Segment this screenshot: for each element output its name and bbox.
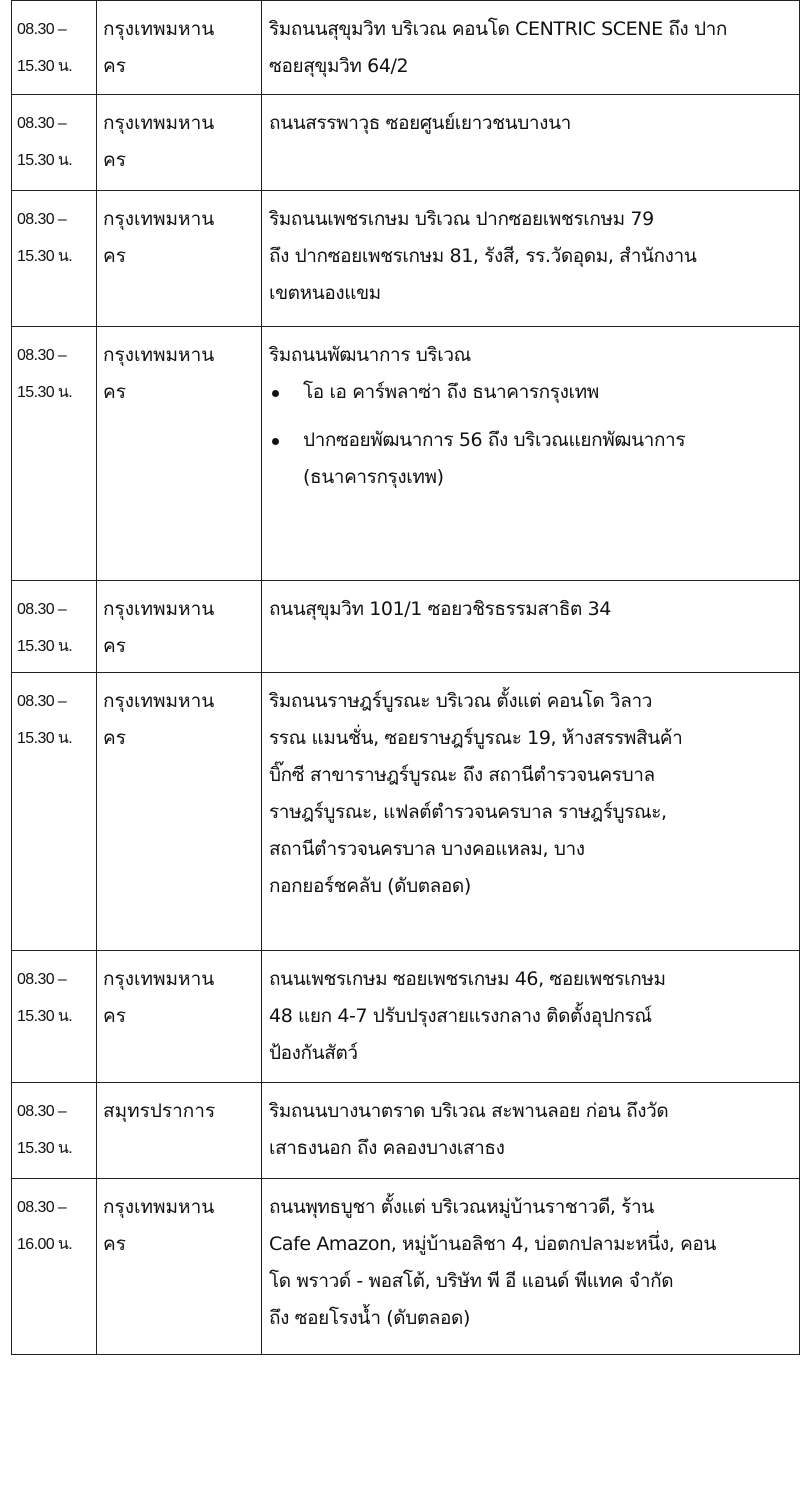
bullet-text: ปากซอยพัฒนาการ 56 ถึง บริเวณแยกพัฒนาการ [303, 429, 686, 451]
area-text: คร [103, 245, 126, 267]
time-text: 08.30 – [17, 211, 67, 228]
area-cell [97, 1, 262, 95]
location-bullet-item [269, 422, 793, 496]
location-text: ถึง ปากซอยเพชรเกษม 81, รังสี, รร.วัดอุดม, สำนักงาน [269, 245, 697, 267]
area-cell [97, 95, 262, 191]
location-text: โด พราวด์ - พอสโต้, บริษัท พี อี แอนด์ พีแทค จำกัด [269, 1270, 674, 1292]
area-text: สมุทรปราการ [103, 1100, 216, 1122]
time-cell [12, 1179, 97, 1355]
location-cell [262, 95, 800, 191]
time-text: 08.30 – [17, 347, 67, 364]
area-text: คร [103, 635, 126, 657]
area-text: คร [103, 381, 126, 403]
table-row [12, 191, 800, 327]
time-cell [12, 191, 97, 327]
location-text: ริมถนนบางนาตราด บริเวณ สะพานลอย ก่อน ถึงวัด [269, 1100, 669, 1122]
area-text: กรุงเทพมหาน [103, 968, 215, 990]
table-row [12, 327, 800, 581]
table-body [12, 1, 800, 1355]
table-row [12, 1179, 800, 1355]
area-text: คร [103, 1233, 126, 1255]
location-text: ถนนสุขุมวิท 101/1 ซอยวชิรธรรมสาธิต 34 [269, 598, 611, 620]
location-text: ริมถนนเพชรเกษม บริเวณ ปากซอยเพชรเกษม 79 [269, 208, 654, 230]
area-text: คร [103, 727, 126, 749]
location-bullet-list [269, 374, 793, 496]
area-text: คร [103, 55, 126, 77]
outage-schedule-table [11, 0, 800, 1355]
area-text: คร [103, 149, 126, 171]
table-row [12, 581, 800, 673]
time-text: 15.30 น. [17, 384, 73, 401]
area-text: กรุงเทพมหาน [103, 208, 215, 230]
time-text: 08.30 – [17, 693, 67, 710]
location-cell [262, 1179, 800, 1355]
table-row [12, 95, 800, 191]
time-cell [12, 1, 97, 95]
table-row [12, 1, 800, 95]
area-cell [97, 581, 262, 673]
area-text: กรุงเทพมหาน [103, 1196, 215, 1218]
area-text: กรุงเทพมหาน [103, 112, 215, 134]
location-text: สถานีตำรวจนครบาล บางคอแหลม, บาง [269, 838, 585, 860]
time-cell [12, 95, 97, 191]
location-text: เขตหนองแขม [269, 282, 381, 304]
time-text: 15.30 น. [17, 1008, 73, 1025]
location-bullet-item [269, 374, 793, 411]
location-text: ราษฎร์บูรณะ, แฟลต์ตำรวจนครบาล ราษฎร์บูรณะ, [269, 801, 667, 823]
bullet-text: โอ เอ คาร์พลาซ่า ถึง ธนาคารกรุงเทพ [303, 381, 599, 403]
location-text: กอกยอร์ชคลับ (ดับตลอด) [269, 875, 471, 897]
location-text: ซอยสุขุมวิท 64/2 [269, 55, 409, 77]
location-cell [262, 1, 800, 95]
location-text: ป้องกันสัตว์ [269, 1042, 358, 1064]
location-text: Cafe Amazon, หมู่บ้านอลิชา 4, บ่อตกปลามะหนึ่ง, คอน [269, 1233, 716, 1255]
time-cell [12, 581, 97, 673]
location-cell [262, 581, 800, 673]
time-text: 08.30 – [17, 971, 67, 988]
area-text: กรุงเทพมหาน [103, 18, 215, 40]
location-cell [262, 673, 800, 951]
time-text: 08.30 – [17, 601, 67, 618]
location-text: ริมถนนราษฎร์บูรณะ บริเวณ ตั้งแต่ คอนโด วิลาว [269, 690, 652, 712]
time-cell [12, 327, 97, 581]
time-text: 15.30 น. [17, 638, 73, 655]
time-text: 08.30 – [17, 21, 67, 38]
location-text: รรณ แมนชั่น, ซอยราษฎร์บูรณะ 19, ห้างสรรพสินค้า [269, 727, 683, 749]
location-text: ถึง ซอยโรงน้ำ (ดับตลอด) [269, 1307, 471, 1329]
time-text: 15.30 น. [17, 248, 73, 265]
area-cell [97, 1179, 262, 1355]
area-cell [97, 191, 262, 327]
table-row [12, 951, 800, 1083]
time-text: 08.30 – [17, 115, 67, 132]
location-text: ถนนสรรพาวุธ ซอยศูนย์เยาวชนบางนา [269, 112, 571, 134]
time-cell [12, 673, 97, 951]
time-cell [12, 951, 97, 1083]
location-cell [262, 1083, 800, 1179]
table-row [12, 673, 800, 951]
bullet-dot-icon [272, 390, 279, 397]
bullet-dot-icon [272, 438, 279, 445]
time-text: 15.30 น. [17, 730, 73, 747]
area-text: กรุงเทพมหาน [103, 344, 215, 366]
location-text: ริมถนนพัฒนาการ บริเวณ [269, 344, 471, 366]
location-text: บิ๊กซี สาขาราษฎร์บูรณะ ถึง สถานีตำรวจนครบาล [269, 764, 655, 786]
location-text: ถนนพุทธบูชา ตั้งแต่ บริเวณหมู่บ้านราชาวดี, ร้าน [269, 1196, 654, 1218]
area-text: คร [103, 1005, 126, 1027]
location-cell [262, 951, 800, 1083]
time-cell [12, 1083, 97, 1179]
time-text: 16.00 น. [17, 1236, 73, 1253]
area-cell [97, 673, 262, 951]
area-cell [97, 1083, 262, 1179]
time-text: 15.30 น. [17, 152, 73, 169]
area-cell [97, 951, 262, 1083]
table-row [12, 1083, 800, 1179]
location-cell [262, 191, 800, 327]
time-text: 15.30 น. [17, 1140, 73, 1157]
location-text: ถนนเพชรเกษม ซอยเพชรเกษม 46, ซอยเพชรเกษม [269, 968, 666, 990]
bullet-text: (ธนาคารกรุงเทพ) [303, 466, 444, 488]
location-cell [262, 327, 800, 581]
time-text: 15.30 น. [17, 58, 73, 75]
area-text: กรุงเทพมหาน [103, 690, 215, 712]
location-text: 48 แยก 4-7 ปรับปรุงสายแรงกลาง ติดตั้งอุปกรณ์ [269, 1005, 652, 1027]
location-text: ริมถนนสุขุมวิท บริเวณ คอนโด CENTRIC SCENE ถึง ปาก [269, 18, 727, 40]
area-cell [97, 327, 262, 581]
time-text: 08.30 – [17, 1103, 67, 1120]
area-text: กรุงเทพมหาน [103, 598, 215, 620]
location-text: เสาธงนอก ถึง คลองบางเสาธง [269, 1137, 505, 1159]
time-text: 08.30 – [17, 1199, 67, 1216]
